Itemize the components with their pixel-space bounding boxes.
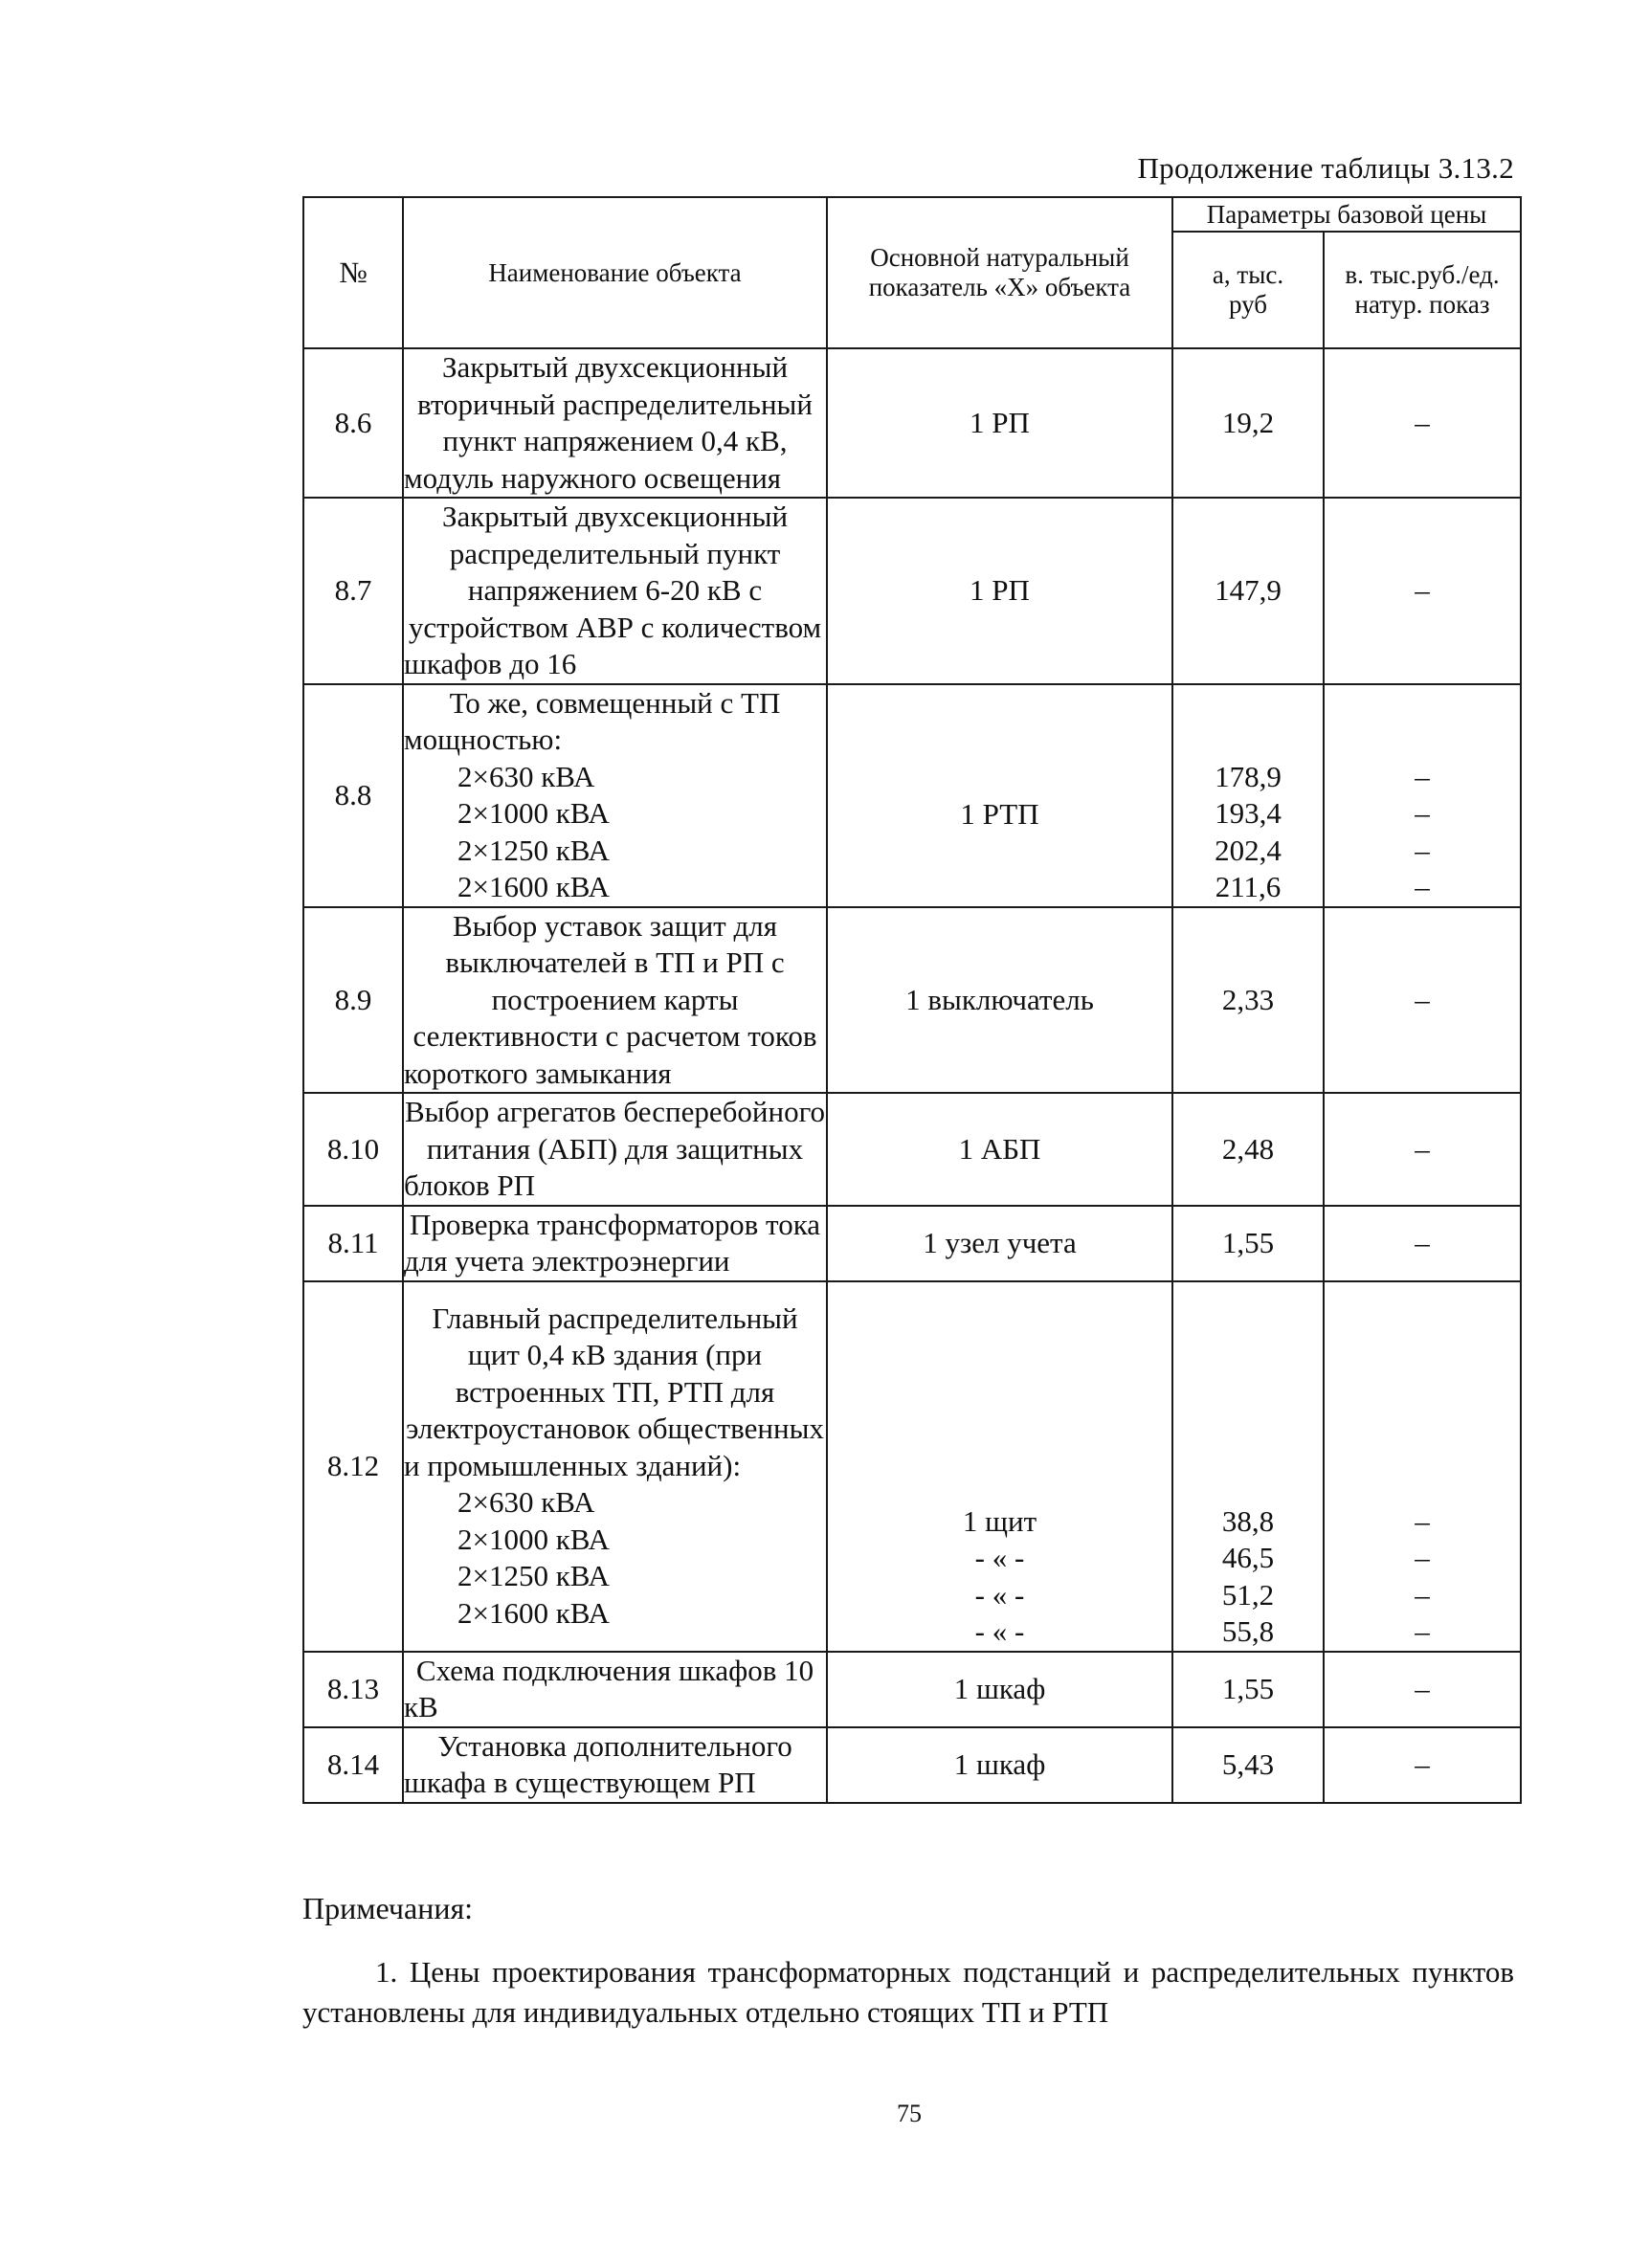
row-indicator: 1 выключатель xyxy=(827,907,1172,1094)
row-value-a: 1,55 xyxy=(1172,1652,1324,1727)
row-number: 8.11 xyxy=(303,1206,403,1281)
sub-item-label: 2×630 кВА xyxy=(457,1485,595,1520)
sub-value-b: – xyxy=(1415,1614,1430,1648)
row-indicator: 1 узел учета xyxy=(827,1206,1172,1281)
row-name: Выбор уставок защит для выключателей в ТП и РП с построением карты селективности с расчетом токов короткого замыкания xyxy=(403,907,827,1094)
row-indicator: 1 РТП xyxy=(960,796,1039,831)
sub-item-label: 2×1000 кВА xyxy=(457,796,610,830)
sub-value-a: 211,6 xyxy=(1215,870,1282,903)
row-number: 8.14 xyxy=(303,1727,403,1803)
price-table xyxy=(302,196,1522,1804)
row-value-b: – xyxy=(1324,1093,1521,1206)
page-number: 75 xyxy=(897,2100,922,2127)
row-number: 8.6 xyxy=(303,348,403,498)
sub-value-b: – xyxy=(1415,1503,1430,1538)
sub-value-a: 202,4 xyxy=(1215,833,1282,867)
row-value-b: – xyxy=(1324,348,1521,498)
row-number: 8.8 xyxy=(303,684,403,907)
row-indicator: 1 шкаф xyxy=(827,1652,1172,1727)
row-number: 8.12 xyxy=(303,1281,403,1652)
sub-indicator: - « - xyxy=(974,1577,1025,1612)
sub-value-a: 46,5 xyxy=(1221,1541,1275,1574)
row-value-b-cell xyxy=(1324,684,1521,907)
row-name: Закрытый двухсекционный вторичный распределительный пункт напряжением 0,4 кВ, модуль наружного освещения xyxy=(403,348,827,498)
sub-item-label: 2×1600 кВА xyxy=(457,870,610,903)
sub-value-a: 55,8 xyxy=(1221,1614,1275,1648)
sub-indicator: - « - xyxy=(974,1541,1025,1574)
table-row xyxy=(303,1093,1521,1206)
notes-title: Примечания: xyxy=(302,1891,474,1925)
sub-value-a: 38,8 xyxy=(1221,1503,1275,1538)
row-value-b: – xyxy=(1324,1652,1521,1727)
row-number: 8.13 xyxy=(303,1652,403,1727)
row-value-a: 147,9 xyxy=(1172,498,1324,684)
row-value-b: – xyxy=(1324,1206,1521,1281)
sub-item-label: 2×1250 кВА xyxy=(457,833,610,867)
row-indicator-cell xyxy=(827,684,1172,907)
table-row xyxy=(303,1281,1521,1652)
table-row xyxy=(303,348,1521,498)
row-number: 8.7 xyxy=(303,498,403,684)
row-indicator: 1 РП xyxy=(827,348,1172,498)
header-params: Параметры базовой цены xyxy=(1172,197,1521,232)
sub-indicator: - « - xyxy=(974,1614,1025,1648)
row-indicator: 1 РП xyxy=(827,498,1172,684)
row-value-a: 2,48 xyxy=(1172,1093,1324,1206)
row-indicator: 1 АБП xyxy=(827,1093,1172,1206)
row-value-b-cell xyxy=(1324,1281,1521,1652)
table-row xyxy=(303,1727,1521,1803)
sub-item-label: 2×630 кВА xyxy=(457,759,595,793)
row-name: То же, совмещенный с ТП мощностью: xyxy=(404,685,781,756)
sub-item-label: 2×1000 кВА xyxy=(457,1522,610,1556)
row-name-cell xyxy=(403,1281,827,1652)
sub-item-label: 2×1250 кВА xyxy=(457,1559,610,1593)
row-value-b: – xyxy=(1324,907,1521,1094)
sub-value-b: – xyxy=(1415,796,1430,830)
row-name: Закрытый двухсекционный распределительный пункт напряжением 6-20 кВ с устройством АВР с количеством шкафов до 16 xyxy=(403,498,827,684)
row-value-a-cell xyxy=(1172,1281,1324,1652)
row-value-b: – xyxy=(1324,1727,1521,1803)
header-indicator: Основной натуральный показатель «Х» объекта xyxy=(827,197,1172,348)
row-indicator-cell xyxy=(827,1281,1172,1652)
sub-value-b: – xyxy=(1415,1541,1430,1574)
row-name: Схема подключения шкафов 10 кВ xyxy=(403,1652,827,1727)
sub-value-b: – xyxy=(1415,870,1430,903)
row-number: 8.9 xyxy=(303,907,403,1094)
row-indicator: 1 шкаф xyxy=(827,1727,1172,1803)
sub-item-label: 2×1600 кВА xyxy=(457,1595,610,1630)
table-row xyxy=(303,498,1521,684)
header-name: Наименование объекта xyxy=(403,197,827,348)
row-name: Выбор агрегатов бесперебойного питания (АБП) для защитных блоков РП xyxy=(403,1093,827,1206)
table-row xyxy=(303,1206,1521,1281)
row-value-a: 5,43 xyxy=(1172,1727,1324,1803)
row-name-cell xyxy=(403,684,827,907)
row-value-a: 19,2 xyxy=(1172,348,1324,498)
sub-value-b: – xyxy=(1415,833,1430,867)
sub-value-a: 178,9 xyxy=(1215,759,1282,793)
header-col-b: в. тыс.руб./ед. натур. показ xyxy=(1324,232,1521,348)
row-name: Проверка трансформаторов тока для учета электроэнергии xyxy=(403,1206,827,1281)
sub-value-a: 193,4 xyxy=(1215,796,1282,830)
header-num: № xyxy=(303,197,403,348)
row-value-a: 1,55 xyxy=(1172,1206,1324,1281)
sub-value-a: 51,2 xyxy=(1221,1577,1275,1612)
table-caption: Продолжение таблицы 3.13.2 xyxy=(1137,151,1514,185)
row-value-b: – xyxy=(1324,498,1521,684)
row-value-a-cell xyxy=(1172,684,1324,907)
row-value-a: 2,33 xyxy=(1172,907,1324,1094)
sub-value-b: – xyxy=(1415,759,1430,793)
row-name: Установка дополнительного шкафа в существующем РП xyxy=(403,1727,827,1803)
note-item: 1. Цены проектирования трансформаторных подстанций и распределительных пунктов установлены для индивидуальных отдельно стоящих ТП и РТП xyxy=(302,1955,1514,2029)
sub-indicator: 1 щит xyxy=(962,1503,1037,1538)
table-row xyxy=(303,1652,1521,1727)
row-number: 8.10 xyxy=(303,1093,403,1206)
table-row xyxy=(303,684,1521,907)
table-row xyxy=(303,907,1521,1094)
sub-value-b: – xyxy=(1415,1577,1430,1612)
row-name: Главный распределительный щит 0,4 кВ здания (при встроенных ТП, РТП для электроустановок общественных и промышленных зданий): xyxy=(404,1301,824,1482)
header-col-a: а, тыс. руб xyxy=(1172,232,1324,348)
